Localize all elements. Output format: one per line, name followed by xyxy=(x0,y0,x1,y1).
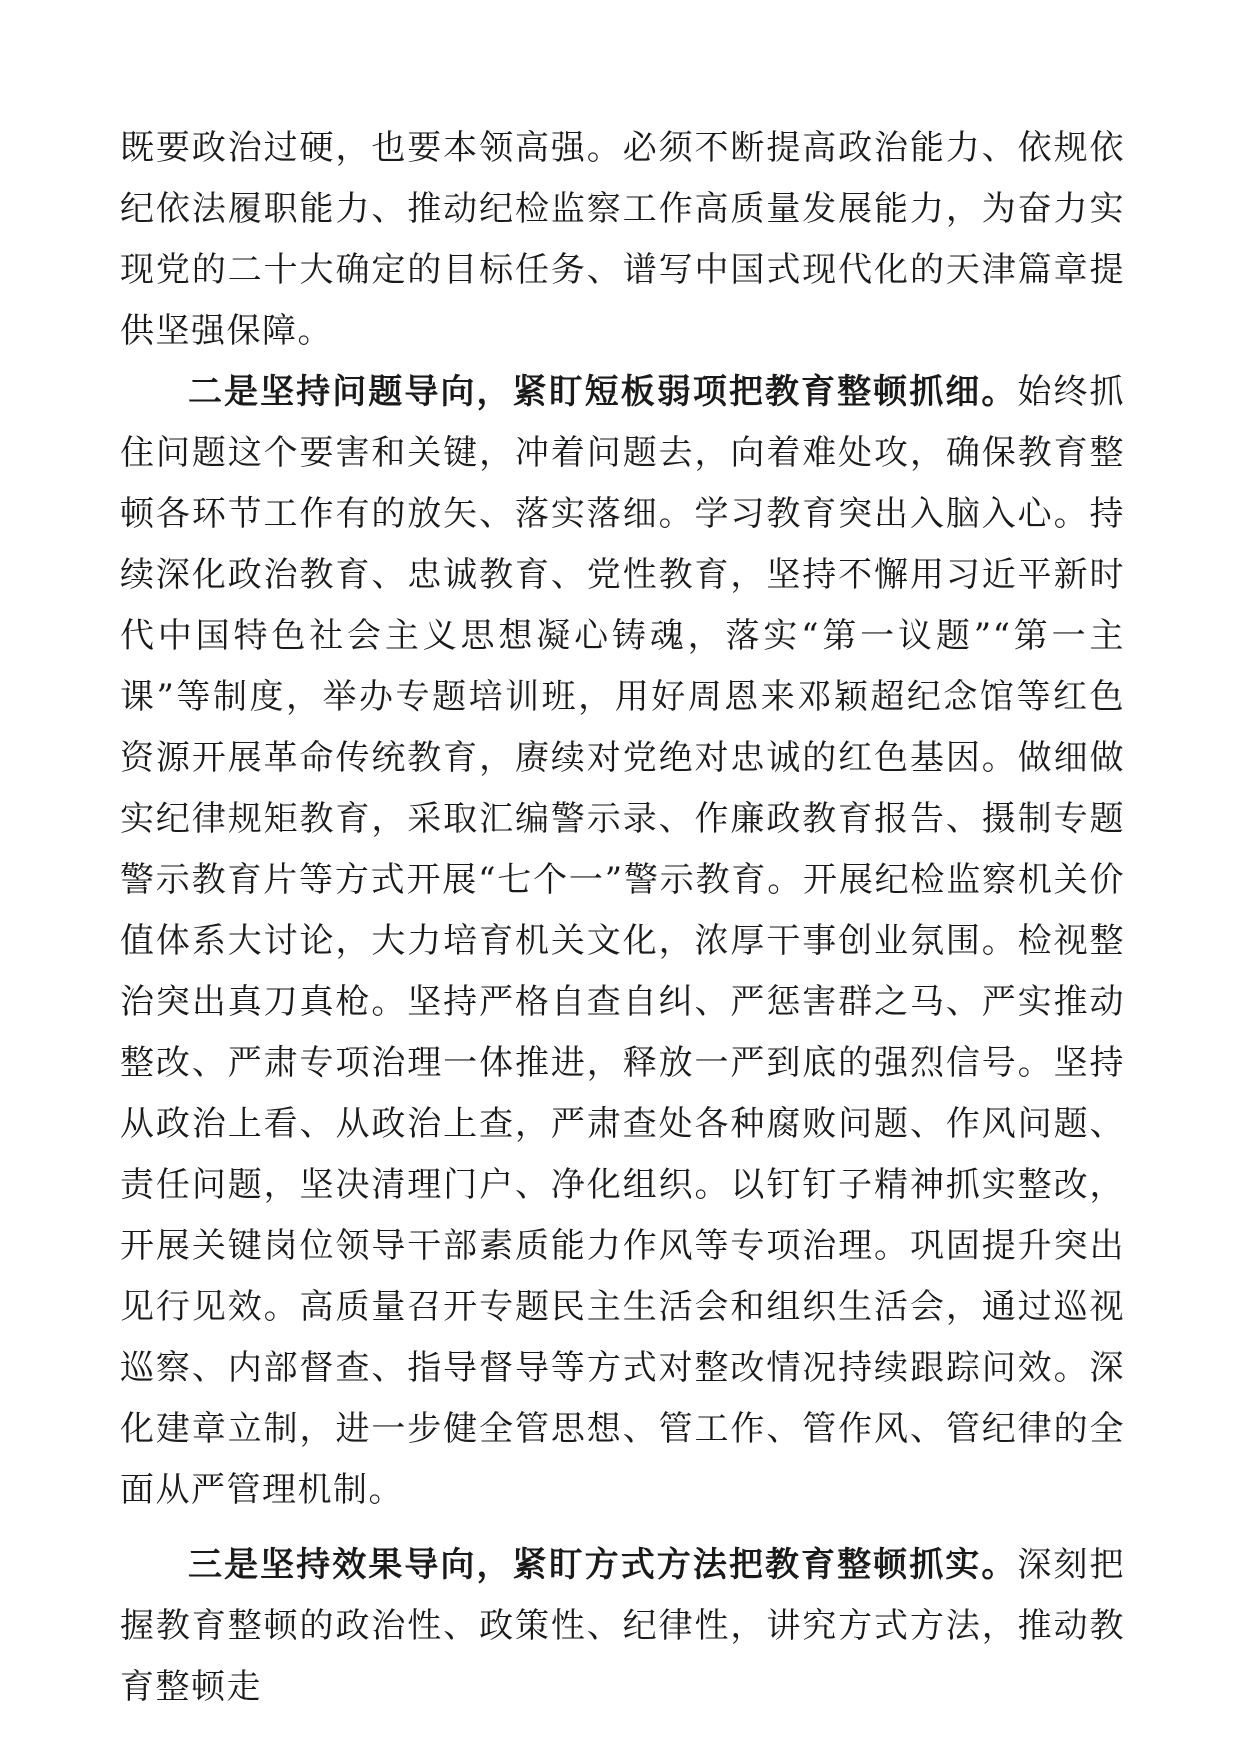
paragraph-text: 既要政治过硬，也要本领高强。必须不断提高政治能力、依规依纪依法履职能力、推动纪检监察工作高质量发展能力，为奋力实现党的二十大确定的目标任务、谱写中国式现代化的天津篇章提供坚强保障。 xyxy=(120,128,1125,351)
paragraph-text: 深刻把握教育整顿的政治性、政策性、纪律性，讲究方式方法，推动教育整顿走 xyxy=(120,1545,1126,1707)
document-body xyxy=(120,118,1125,1718)
paragraph-text: 始终抓住问题这个要害和关键，冲着问题去，向着难处攻，确保教育整顿各环节工作有的放矢、落实落细。学习教育突出入脑入心。持续深化政治教育、忠诚教育、党性教育，坚持不懈用习近平新时代中国特色社会主义思想凝心铸魂，落实“第一议题”“第一主课”等制度，举办专题培训班，用好周恩来邓颖超纪念馆等红色资源开展革命传统教育，赓续对党绝对忠诚的红色基因。做细做实纪律规矩教育，采取汇编警示录、作廉政教育报告、摄制专题警示教育片等方式开展“七个一”警示教育。开展纪检监察机关价值体系大讨论，大力培育机关文化，浓厚干事创业氛围。检视整治突出真刀真枪。坚持严格自查自纠、严惩害群之马、严实推动整改、严肃专项治理一体推进，释放一严到底的强烈信号。坚持从政治上看、从政治上查，严肃查处各种腐败问题、作风问题、责任问题，坚决清理门户、净化组织。以钉钉子精神抓实整改，开展关键岗位领导干部素质能力作风等专项治理。巩固提升突出见行见效。高质量召开专题民主生活会和组织生活会，通过巡视巡察、内部督查、指导督导等方式对整改情况持续跟踪问效。深化建章立制，进一步健全管思想、管工作、管作风、管纪律的全面从严管理机制。 xyxy=(120,372,1126,1510)
paragraph-continued xyxy=(120,118,1125,362)
paragraph-lead-heading: 二是坚持问题导向，紧盯短板弱项把教育整顿抓细。 xyxy=(188,372,1018,412)
paragraph-point-three xyxy=(120,1535,1125,1718)
paragraph-point-two xyxy=(120,362,1125,1521)
paragraph-lead-heading: 三是坚持效果导向，紧盯方式方法把教育整顿抓实。 xyxy=(188,1545,1018,1585)
